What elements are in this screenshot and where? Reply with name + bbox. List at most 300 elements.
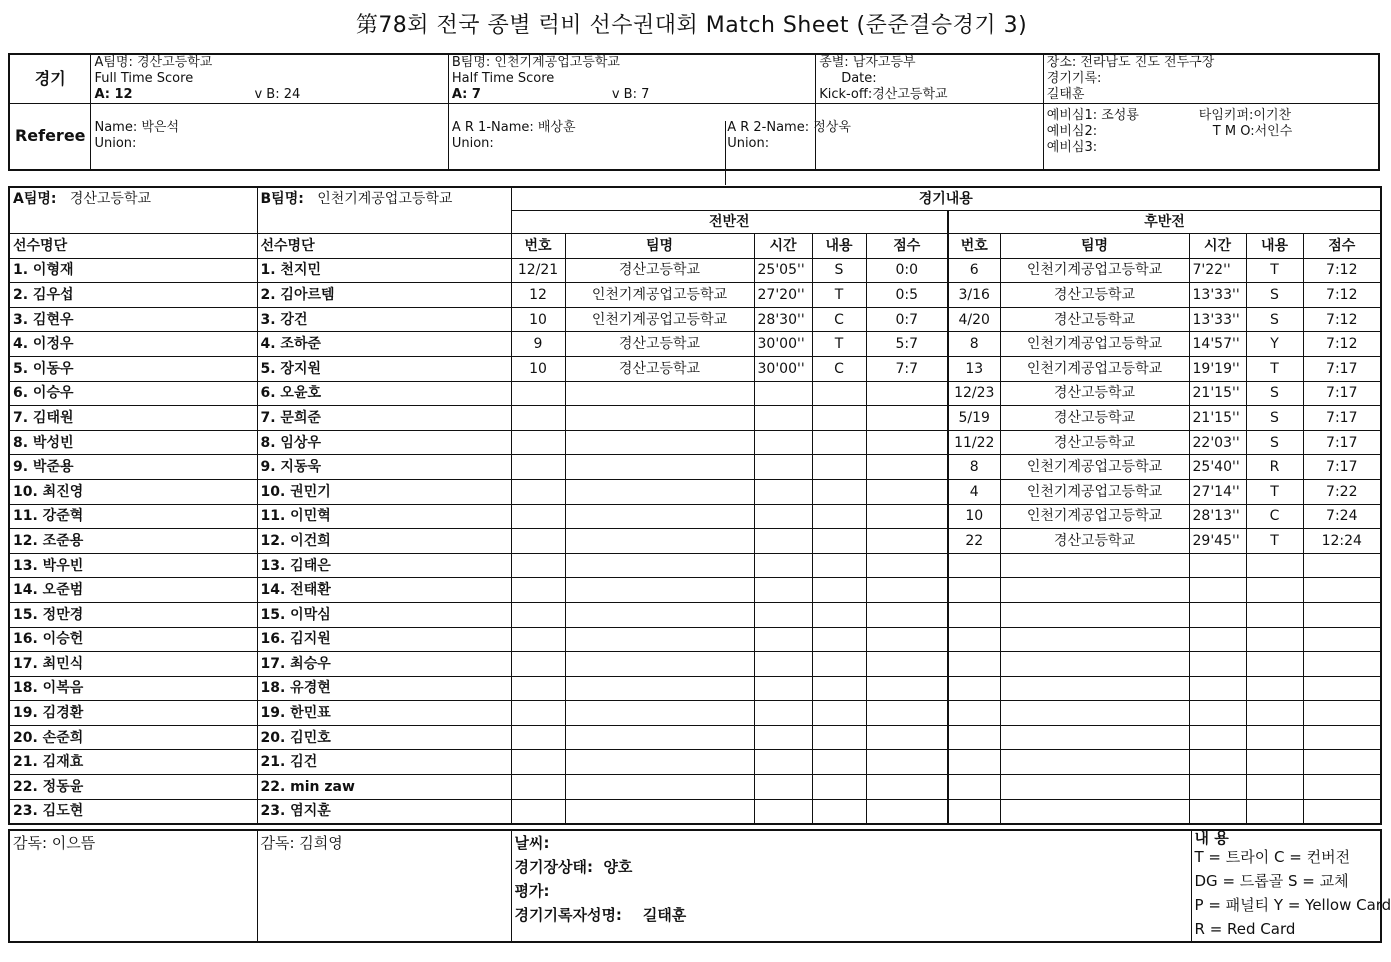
- empty-cell: [1246, 799, 1303, 824]
- second-half-event-type: Y: [1246, 332, 1303, 357]
- first-half-event-team: 경산고등학교: [565, 258, 754, 283]
- table-row: [9, 258, 1381, 283]
- player-a: 8. 박성빈: [9, 430, 257, 455]
- second-half-event-team: 인천기계공업고등학교: [1000, 258, 1189, 283]
- player-a: 10. 최진영: [9, 479, 257, 504]
- first-half-event-score: 5:7: [866, 332, 948, 357]
- empty-cell: [866, 725, 948, 750]
- empty-cell: [1000, 725, 1189, 750]
- first-half-event-no: 10: [511, 356, 565, 381]
- table-row: [9, 430, 1381, 455]
- empty-cell: [1000, 602, 1189, 627]
- team-b-name: B팀명: 인천기계공업고등학교: [451, 55, 620, 70]
- col-header: 내용: [1246, 234, 1303, 259]
- venue: 장소: 전라남도 진도 전두구장: [1046, 55, 1215, 70]
- col-header: 번호: [948, 234, 1000, 259]
- empty-cell: [1303, 725, 1381, 750]
- empty-cell: [754, 799, 812, 824]
- player-a: 12. 조준용: [9, 529, 257, 554]
- empty-cell: [948, 701, 1000, 726]
- second-half-event-type: R: [1246, 455, 1303, 480]
- page-title: 第78회 전국 종별 럭비 선수권대회 Match Sheet (준준결승경기 3): [355, 13, 1028, 38]
- empty-cell: [511, 553, 565, 578]
- player-a: 20. 손준희: [9, 725, 257, 750]
- empty-cell: [1303, 578, 1381, 603]
- events-section-label: 경기내용: [511, 187, 1381, 211]
- empty-cell: [866, 799, 948, 824]
- second-half-event-type: S: [1246, 406, 1303, 431]
- empty-cell: [1000, 701, 1189, 726]
- second-half-event-type: S: [1246, 283, 1303, 308]
- player-b: 23. 염지훈: [257, 799, 511, 824]
- empty-cell: [511, 430, 565, 455]
- empty-cell: [948, 602, 1000, 627]
- team-b-score-cell: [448, 54, 815, 104]
- recorder-name: 길태훈: [1046, 87, 1085, 102]
- empty-cell: [866, 553, 948, 578]
- second-half-event-score: 7:17: [1303, 406, 1381, 431]
- empty-cell: [1189, 750, 1246, 775]
- empty-cell: [1246, 578, 1303, 603]
- second-half-event-score: 7:12: [1303, 258, 1381, 283]
- empty-cell: [1246, 602, 1303, 627]
- empty-cell: [754, 725, 812, 750]
- table-row: [9, 701, 1381, 726]
- empty-cell: [754, 578, 812, 603]
- empty-cell: [812, 602, 866, 627]
- half-time-b: v B: 7: [611, 87, 650, 102]
- first-half-event-score: 0:5: [866, 283, 948, 308]
- second-half-event-time: 29'45'': [1189, 529, 1246, 554]
- empty-cell: [1303, 750, 1381, 775]
- table-row: [9, 406, 1381, 431]
- empty-cell: [1303, 799, 1381, 824]
- player-b: 6. 오윤호: [257, 381, 511, 406]
- reserve-referee-2: 예비심2:: [1046, 124, 1098, 139]
- empty-cell: [754, 676, 812, 701]
- player-b: 16. 김지원: [257, 627, 511, 652]
- second-half-event-team: 경산고등학교: [1000, 430, 1189, 455]
- empty-cell: [565, 504, 754, 529]
- empty-cell: [948, 652, 1000, 677]
- half-time-label: Half Time Score: [451, 71, 555, 86]
- empty-cell: [948, 725, 1000, 750]
- empty-cell: [812, 479, 866, 504]
- table-row: [9, 283, 1381, 308]
- player-a: 16. 이승헌: [9, 627, 257, 652]
- first-half-event-type: T: [812, 332, 866, 357]
- field-condition-value: 양호: [603, 858, 633, 876]
- category: 종별: 남자고등부: [819, 55, 916, 70]
- empty-cell: [511, 775, 565, 800]
- legend-title: 내 용: [1194, 829, 1229, 847]
- second-half-event-score: 7:24: [1303, 504, 1381, 529]
- empty-cell: [1246, 725, 1303, 750]
- first-half-event-no: 9: [511, 332, 565, 357]
- reserve-cell: [1043, 104, 1379, 170]
- empty-cell: [511, 725, 565, 750]
- empty-cell: [948, 750, 1000, 775]
- empty-cell: [812, 627, 866, 652]
- col-header: 점수: [866, 234, 948, 259]
- ar1-union: Union:: [451, 136, 494, 152]
- second-half-event-no: 8: [948, 332, 1000, 357]
- referee-label: Referee: [9, 104, 91, 170]
- empty-cell: [866, 430, 948, 455]
- second-half-event-score: 7:17: [1303, 455, 1381, 480]
- empty-cell: [866, 479, 948, 504]
- second-half-event-time: 21'15'': [1189, 381, 1246, 406]
- empty-cell: [754, 529, 812, 554]
- empty-cell: [511, 799, 565, 824]
- empty-cell: [565, 406, 754, 431]
- team-a-score-cell: [91, 54, 448, 104]
- table-row: [9, 479, 1381, 504]
- empty-cell: [866, 652, 948, 677]
- second-half-event-score: 7:17: [1303, 356, 1381, 381]
- empty-cell: [511, 406, 565, 431]
- empty-cell: [812, 406, 866, 431]
- table-row: [9, 652, 1381, 677]
- second-half-event-no: 10: [948, 504, 1000, 529]
- full-time-label: Full Time Score: [94, 71, 194, 86]
- empty-cell: [948, 627, 1000, 652]
- legend-line: DG = 드롭골 S = 교체: [1194, 872, 1349, 890]
- empty-cell: [812, 455, 866, 480]
- empty-cell: [1000, 750, 1189, 775]
- empty-cell: [754, 479, 812, 504]
- referee-union: Union:: [94, 136, 137, 152]
- empty-cell: [866, 529, 948, 554]
- match-footer: [8, 829, 1391, 943]
- player-b: 1. 천지민: [257, 258, 511, 283]
- empty-cell: [1000, 799, 1189, 824]
- player-a: 19. 김경환: [9, 701, 257, 726]
- second-half-event-no: 13: [948, 356, 1000, 381]
- empty-cell: [1189, 725, 1246, 750]
- player-b: 12. 이건희: [257, 529, 511, 554]
- empty-cell: [754, 455, 812, 480]
- player-b: 22. min zaw: [257, 775, 511, 800]
- first-half-event-score: 0:7: [866, 307, 948, 332]
- empty-cell: [565, 455, 754, 480]
- player-a: 23. 김도현: [9, 799, 257, 824]
- second-half-event-type: T: [1246, 258, 1303, 283]
- table-row: [9, 381, 1381, 406]
- second-half-event-team: 경산고등학교: [1000, 381, 1189, 406]
- player-b: 18. 유경현: [257, 676, 511, 701]
- tmo: T M O:서인수: [1212, 124, 1293, 139]
- empty-cell: [1189, 652, 1246, 677]
- empty-cell: [866, 676, 948, 701]
- empty-cell: [866, 627, 948, 652]
- col-header: 점수: [1303, 234, 1381, 259]
- second-half-event-team: 인천기계공업고등학교: [1000, 479, 1189, 504]
- table-row: [9, 578, 1381, 603]
- second-half-event-score: 7:22: [1303, 479, 1381, 504]
- roster-label-b: 선수명단: [257, 234, 511, 259]
- match-date: Date:: [841, 71, 877, 86]
- second-half-event-team: 인천기계공업고등학교: [1000, 504, 1189, 529]
- empty-cell: [1189, 553, 1246, 578]
- weather: 날씨:: [514, 834, 550, 852]
- empty-cell: [948, 553, 1000, 578]
- empty-cell: [1189, 701, 1246, 726]
- second-half-event-team: 경산고등학교: [1000, 406, 1189, 431]
- empty-cell: [1303, 676, 1381, 701]
- table-row: [9, 455, 1381, 480]
- empty-cell: [1246, 701, 1303, 726]
- player-a: 7. 김태원: [9, 406, 257, 431]
- legend-line: R = Red Card: [1194, 920, 1296, 938]
- empty-cell: [511, 676, 565, 701]
- player-a: 5. 이동우: [9, 356, 257, 381]
- second-half-event-type: T: [1246, 479, 1303, 504]
- writer-label: 경기기록자성명:: [514, 906, 622, 924]
- second-half-event-no: 22: [948, 529, 1000, 554]
- empty-cell: [565, 725, 754, 750]
- second-half-event-type: T: [1246, 529, 1303, 554]
- player-a: 14. 오준범: [9, 578, 257, 603]
- second-half-event-score: 7:12: [1303, 283, 1381, 308]
- empty-cell: [511, 504, 565, 529]
- empty-cell: [511, 479, 565, 504]
- ar1-name: A R 1-Name: 배상훈: [451, 120, 576, 136]
- empty-cell: [812, 725, 866, 750]
- player-b: 2. 김아르템: [257, 283, 511, 308]
- team-a-name: A팀명: 경산고등학교: [94, 55, 213, 70]
- player-a: 6. 이승우: [9, 381, 257, 406]
- player-b: 4. 조하준: [257, 332, 511, 357]
- table-row: [9, 553, 1381, 578]
- player-b: 17. 최승우: [257, 652, 511, 677]
- empty-cell: [1000, 553, 1189, 578]
- col-header: 시간: [1189, 234, 1246, 259]
- empty-cell: [812, 504, 866, 529]
- empty-cell: [812, 430, 866, 455]
- empty-cell: [866, 750, 948, 775]
- field-condition-label: 경기장상태:: [514, 858, 593, 876]
- empty-cell: [812, 799, 866, 824]
- second-half-event-time: 22'03'': [1189, 430, 1246, 455]
- second-half-event-time: 14'57'': [1189, 332, 1246, 357]
- empty-cell: [754, 775, 812, 800]
- player-a: 13. 박우빈: [9, 553, 257, 578]
- second-half-event-team: 경산고등학교: [1000, 529, 1189, 554]
- empty-cell: [1246, 750, 1303, 775]
- referee-name: Name: 박은석: [94, 120, 180, 136]
- empty-cell: [511, 455, 565, 480]
- reserve-referee-3: 예비심3:: [1046, 140, 1098, 155]
- full-time-b: v B: 24: [254, 87, 301, 102]
- second-half-event-time: 28'13'': [1189, 504, 1246, 529]
- second-half-event-score: 12:24: [1303, 529, 1381, 554]
- empty-cell: [866, 578, 948, 603]
- second-half-event-score: 7:12: [1303, 332, 1381, 357]
- reserve-referee-1: 예비심1: 조성룡: [1046, 108, 1139, 123]
- player-b: 10. 권민기: [257, 479, 511, 504]
- first-half-event-team: 경산고등학교: [565, 332, 754, 357]
- empty-cell: [565, 701, 754, 726]
- player-b: 20. 김민호: [257, 725, 511, 750]
- second-half-event-type: T: [1246, 356, 1303, 381]
- second-half-event-team: 인천기계공업고등학교: [1000, 356, 1189, 381]
- empty-cell: [948, 799, 1000, 824]
- col-header: 번호: [511, 234, 565, 259]
- second-half-event-no: 11/22: [948, 430, 1000, 455]
- first-half-event-type: C: [812, 307, 866, 332]
- empty-cell: [866, 504, 948, 529]
- second-half-event-team: 경산고등학교: [1000, 283, 1189, 308]
- empty-cell: [812, 553, 866, 578]
- player-b: 15. 이막심: [257, 602, 511, 627]
- empty-cell: [812, 750, 866, 775]
- empty-cell: [754, 750, 812, 775]
- empty-cell: [565, 479, 754, 504]
- first-half-event-no: 12: [511, 283, 565, 308]
- evaluation: 평가:: [514, 882, 550, 900]
- second-half-event-score: 7:17: [1303, 430, 1381, 455]
- first-half-event-time: 25'05'': [754, 258, 812, 283]
- venue-cell: [1043, 54, 1379, 104]
- coach-a: 감독: 이으뜸: [9, 830, 257, 942]
- second-half-event-team: 경산고등학교: [1000, 307, 1189, 332]
- legend-line: P = 패널티 Y = Yellow Card: [1194, 896, 1391, 914]
- player-a: 4. 이정우: [9, 332, 257, 357]
- empty-cell: [1189, 676, 1246, 701]
- table-row: [9, 627, 1381, 652]
- table-row: [9, 676, 1381, 701]
- ar2-name: A R 2-Name: 정상욱: [727, 120, 851, 136]
- col-header: 시간: [754, 234, 812, 259]
- empty-cell: [754, 381, 812, 406]
- empty-cell: [565, 775, 754, 800]
- second-half-event-time: 7'22'': [1189, 258, 1246, 283]
- timekeeper: 타임키퍼:이기찬: [1198, 108, 1292, 123]
- player-b: 21. 김건: [257, 750, 511, 775]
- first-half-event-team: 인천기계공업고등학교: [565, 307, 754, 332]
- first-half-event-team: 인천기계공업고등학교: [565, 283, 754, 308]
- empty-cell: [511, 750, 565, 775]
- second-half-event-no: 6: [948, 258, 1000, 283]
- player-a: 9. 박준용: [9, 455, 257, 480]
- empty-cell: [948, 676, 1000, 701]
- match-body-table: [8, 186, 1382, 825]
- empty-cell: [565, 627, 754, 652]
- second-half-event-time: 19'19'': [1189, 356, 1246, 381]
- player-b: 7. 문희준: [257, 406, 511, 431]
- ar2-cell: [727, 104, 1044, 170]
- empty-cell: [565, 381, 754, 406]
- empty-cell: [565, 430, 754, 455]
- empty-cell: [812, 775, 866, 800]
- second-half-event-type: S: [1246, 381, 1303, 406]
- first-half-event-time: 27'20'': [754, 283, 812, 308]
- first-half-event-type: T: [812, 283, 866, 308]
- legend-line: T = 트라이 C = 컨버전: [1194, 848, 1351, 866]
- player-a: 3. 김현우: [9, 307, 257, 332]
- empty-cell: [565, 553, 754, 578]
- empty-cell: [754, 504, 812, 529]
- empty-cell: [812, 701, 866, 726]
- empty-cell: [511, 578, 565, 603]
- empty-cell: [511, 652, 565, 677]
- roster-label-a: 선수명단: [9, 234, 257, 259]
- table-row: [9, 332, 1381, 357]
- empty-cell: [754, 553, 812, 578]
- table-row: [9, 504, 1381, 529]
- empty-cell: [511, 627, 565, 652]
- table-row: [9, 799, 1381, 824]
- empty-cell: [1303, 602, 1381, 627]
- col-header: 팀명: [1000, 234, 1189, 259]
- coach-b: 감독: 김희영: [257, 830, 511, 942]
- empty-cell: [812, 578, 866, 603]
- empty-cell: [754, 652, 812, 677]
- player-a: 15. 정만경: [9, 602, 257, 627]
- player-a: 1. 이형재: [9, 258, 257, 283]
- first-half-event-time: 30'00'': [754, 332, 812, 357]
- first-half-event-time: 28'30'': [754, 307, 812, 332]
- empty-cell: [1303, 553, 1381, 578]
- writer-value: 길태훈: [642, 906, 687, 924]
- table-row: [9, 356, 1381, 381]
- second-half-event-no: 3/16: [948, 283, 1000, 308]
- empty-cell: [565, 799, 754, 824]
- empty-cell: [754, 701, 812, 726]
- empty-cell: [1000, 652, 1189, 677]
- first-half-event-score: 7:7: [866, 356, 948, 381]
- empty-cell: [1303, 775, 1381, 800]
- player-a: 18. 이복음: [9, 676, 257, 701]
- empty-cell: [866, 602, 948, 627]
- empty-cell: [754, 430, 812, 455]
- second-half-event-type: C: [1246, 504, 1303, 529]
- table-row: [9, 602, 1381, 627]
- empty-cell: [565, 676, 754, 701]
- empty-cell: [1246, 627, 1303, 652]
- conditions-cell: [511, 830, 1191, 942]
- empty-cell: [511, 602, 565, 627]
- empty-cell: [565, 529, 754, 554]
- empty-cell: [1246, 676, 1303, 701]
- second-half-event-type: S: [1246, 430, 1303, 455]
- table-row: [9, 725, 1381, 750]
- player-b: 8. 임상우: [257, 430, 511, 455]
- player-a: 2. 김우섭: [9, 283, 257, 308]
- second-half-event-no: 12/23: [948, 381, 1000, 406]
- table-row: [9, 775, 1381, 800]
- second-half-event-score: 7:12: [1303, 307, 1381, 332]
- recorder-label: 경기기록:: [1046, 71, 1102, 86]
- empty-cell: [1303, 627, 1381, 652]
- first-half-event-score: 0:0: [866, 258, 948, 283]
- empty-cell: [866, 406, 948, 431]
- empty-cell: [866, 701, 948, 726]
- empty-cell: [812, 529, 866, 554]
- second-half-event-no: 4: [948, 479, 1000, 504]
- player-b: 5. 장지원: [257, 356, 511, 381]
- empty-cell: [948, 578, 1000, 603]
- empty-cell: [812, 652, 866, 677]
- first-half-event-time: 30'00'': [754, 356, 812, 381]
- empty-cell: [866, 455, 948, 480]
- match-header: [8, 53, 1380, 171]
- second-half-event-time: 13'33'': [1189, 307, 1246, 332]
- second-half-event-type: S: [1246, 307, 1303, 332]
- table-row: [9, 529, 1381, 554]
- empty-cell: [1189, 627, 1246, 652]
